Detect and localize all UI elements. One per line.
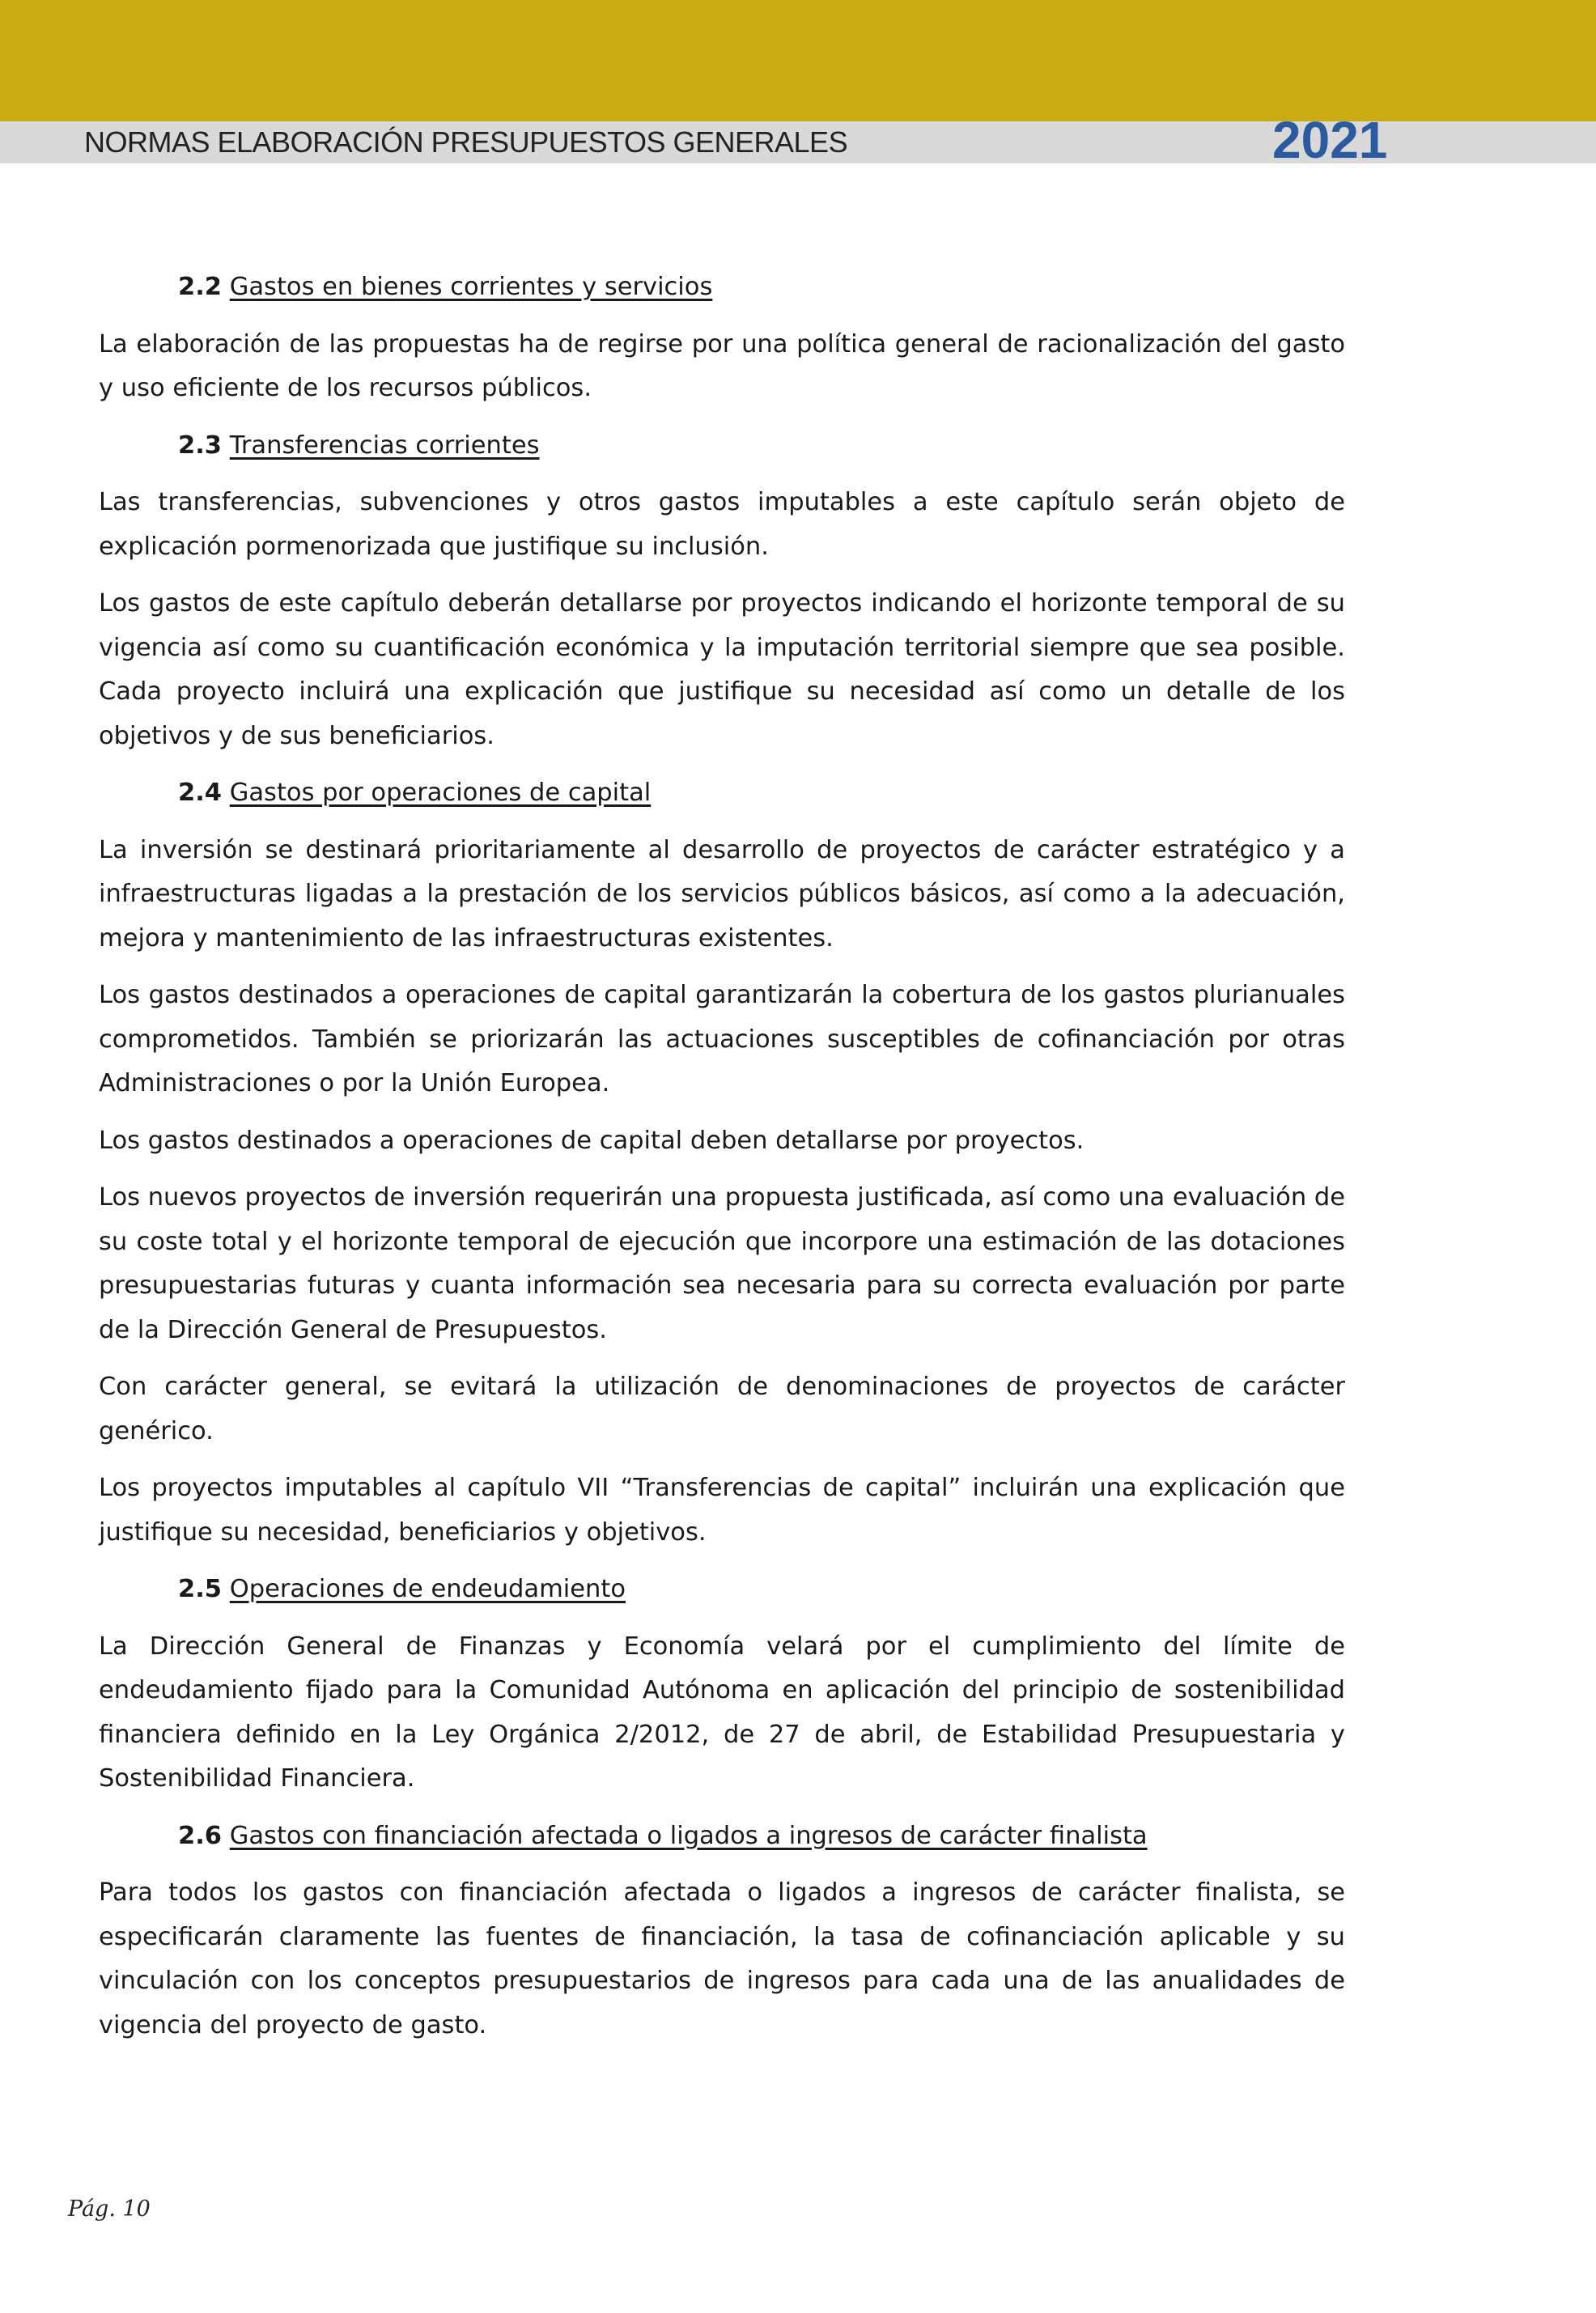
document-year: 2021	[1272, 111, 1388, 169]
section-title: Gastos en bienes corrientes y servicios	[229, 273, 713, 301]
section-title: Gastos por operaciones de capital	[229, 779, 652, 807]
body-paragraph: Los gastos destinados a operaciones de capital garantizarán la cobertura de los gastos plurianuales comprometidos. También se priorizarán las actuaciones susceptibles de cofinanciación por otras Administraciones o por la Unión Europea.	[99, 981, 1345, 1097]
section-title: Operaciones de endeudamiento	[229, 1575, 626, 1603]
header-accent-band	[0, 0, 1596, 121]
section-number: 2.2	[178, 273, 223, 301]
body-paragraph: Los proyectos imputables al capítulo VII “Transferencias de capital” incluirán una explicación que justifique su necesidad, beneficiarios y objetivos.	[99, 1474, 1345, 1547]
section-number: 2.4	[178, 779, 223, 807]
section-number: 2.3	[178, 431, 223, 460]
section-heading	[99, 771, 1345, 816]
section-heading	[99, 424, 1345, 469]
body-paragraph: Los gastos destinados a operaciones de capital deben detallarse por proyectos.	[99, 1126, 1085, 1155]
section-heading	[99, 265, 1345, 310]
body-paragraph: Los nuevos proyectos de inversión requerirán una propuesta justificada, así como una evaluación de su coste total y el horizonte temporal de ejecución que incorpore una estimación de las dotaciones presupuestarias futuras y cuanta información sea necesaria para su correcta evaluación por parte de la Dirección General de Presupuestos.	[99, 1183, 1345, 1344]
page-number: Pág. 10	[68, 2196, 151, 2222]
body-paragraph: La elaboración de las propuestas ha de regirse por una política general de racionalización del gasto y uso eficiente de los recursos públicos.	[99, 329, 1345, 402]
section-title: Gastos con financiación afectada o ligados a ingresos de carácter finalista	[229, 1821, 1148, 1850]
body-paragraph: La inversión se destinará prioritariamente al desarrollo de proyectos de carácter estratégico y a infraestructuras ligadas a la prestación de los servicios públicos básicos, así como a la adecuación, mejora y mantenimiento de las infraestructuras existentes.	[99, 835, 1345, 953]
body-paragraph: Las transferencias, subvenciones y otros gastos imputables a este capítulo serán objeto de explicación pormenorizada que justifique su inclusión.	[99, 488, 1345, 561]
section-title: Transferencias corrientes	[229, 431, 540, 460]
section-number: 2.5	[178, 1575, 223, 1603]
section-number: 2.6	[178, 1821, 223, 1850]
body-paragraph: Los gastos de este capítulo deberán detallarse por proyectos indicando el horizonte temporal de su vigencia así como su cuantificación económica y la imputación territorial siempre que sea posible. Cada proyecto incluirá una explicación que justifique su necesidad así como un detalle de los objetivos y de sus beneficiarios.	[99, 589, 1345, 750]
body-paragraph: La Dirección General de Finanzas y Economía velará por el cumplimiento del límite de endeudamiento fijado para la Comunidad Autónoma en aplicación del principio de sostenibilidad financiera definido en la Ley Orgánica 2/2012, de 27 de abril, de Estabilidad Presupuestaria y Sostenibilidad Financiera.	[99, 1632, 1345, 1793]
document-body	[99, 265, 1345, 2060]
section-heading	[99, 1814, 1345, 1859]
body-paragraph: Con carácter general, se evitará la utilización de denominaciones de proyectos de carácter genérico.	[99, 1373, 1345, 1445]
section-heading	[99, 1568, 1345, 1612]
document-title: NORMAS ELABORACIÓN PRESUPUESTOS GENERALES	[84, 125, 848, 159]
body-paragraph: Para todos los gastos con financiación afectada o ligados a ingresos de carácter finalista, se especificarán claramente las fuentes de financiación, la tasa de cofinanciación aplicable y su vinculación con los conceptos presupuestarios de ingresos para cada una de las anualidades de vigencia del proyecto de gasto.	[99, 1878, 1345, 2039]
